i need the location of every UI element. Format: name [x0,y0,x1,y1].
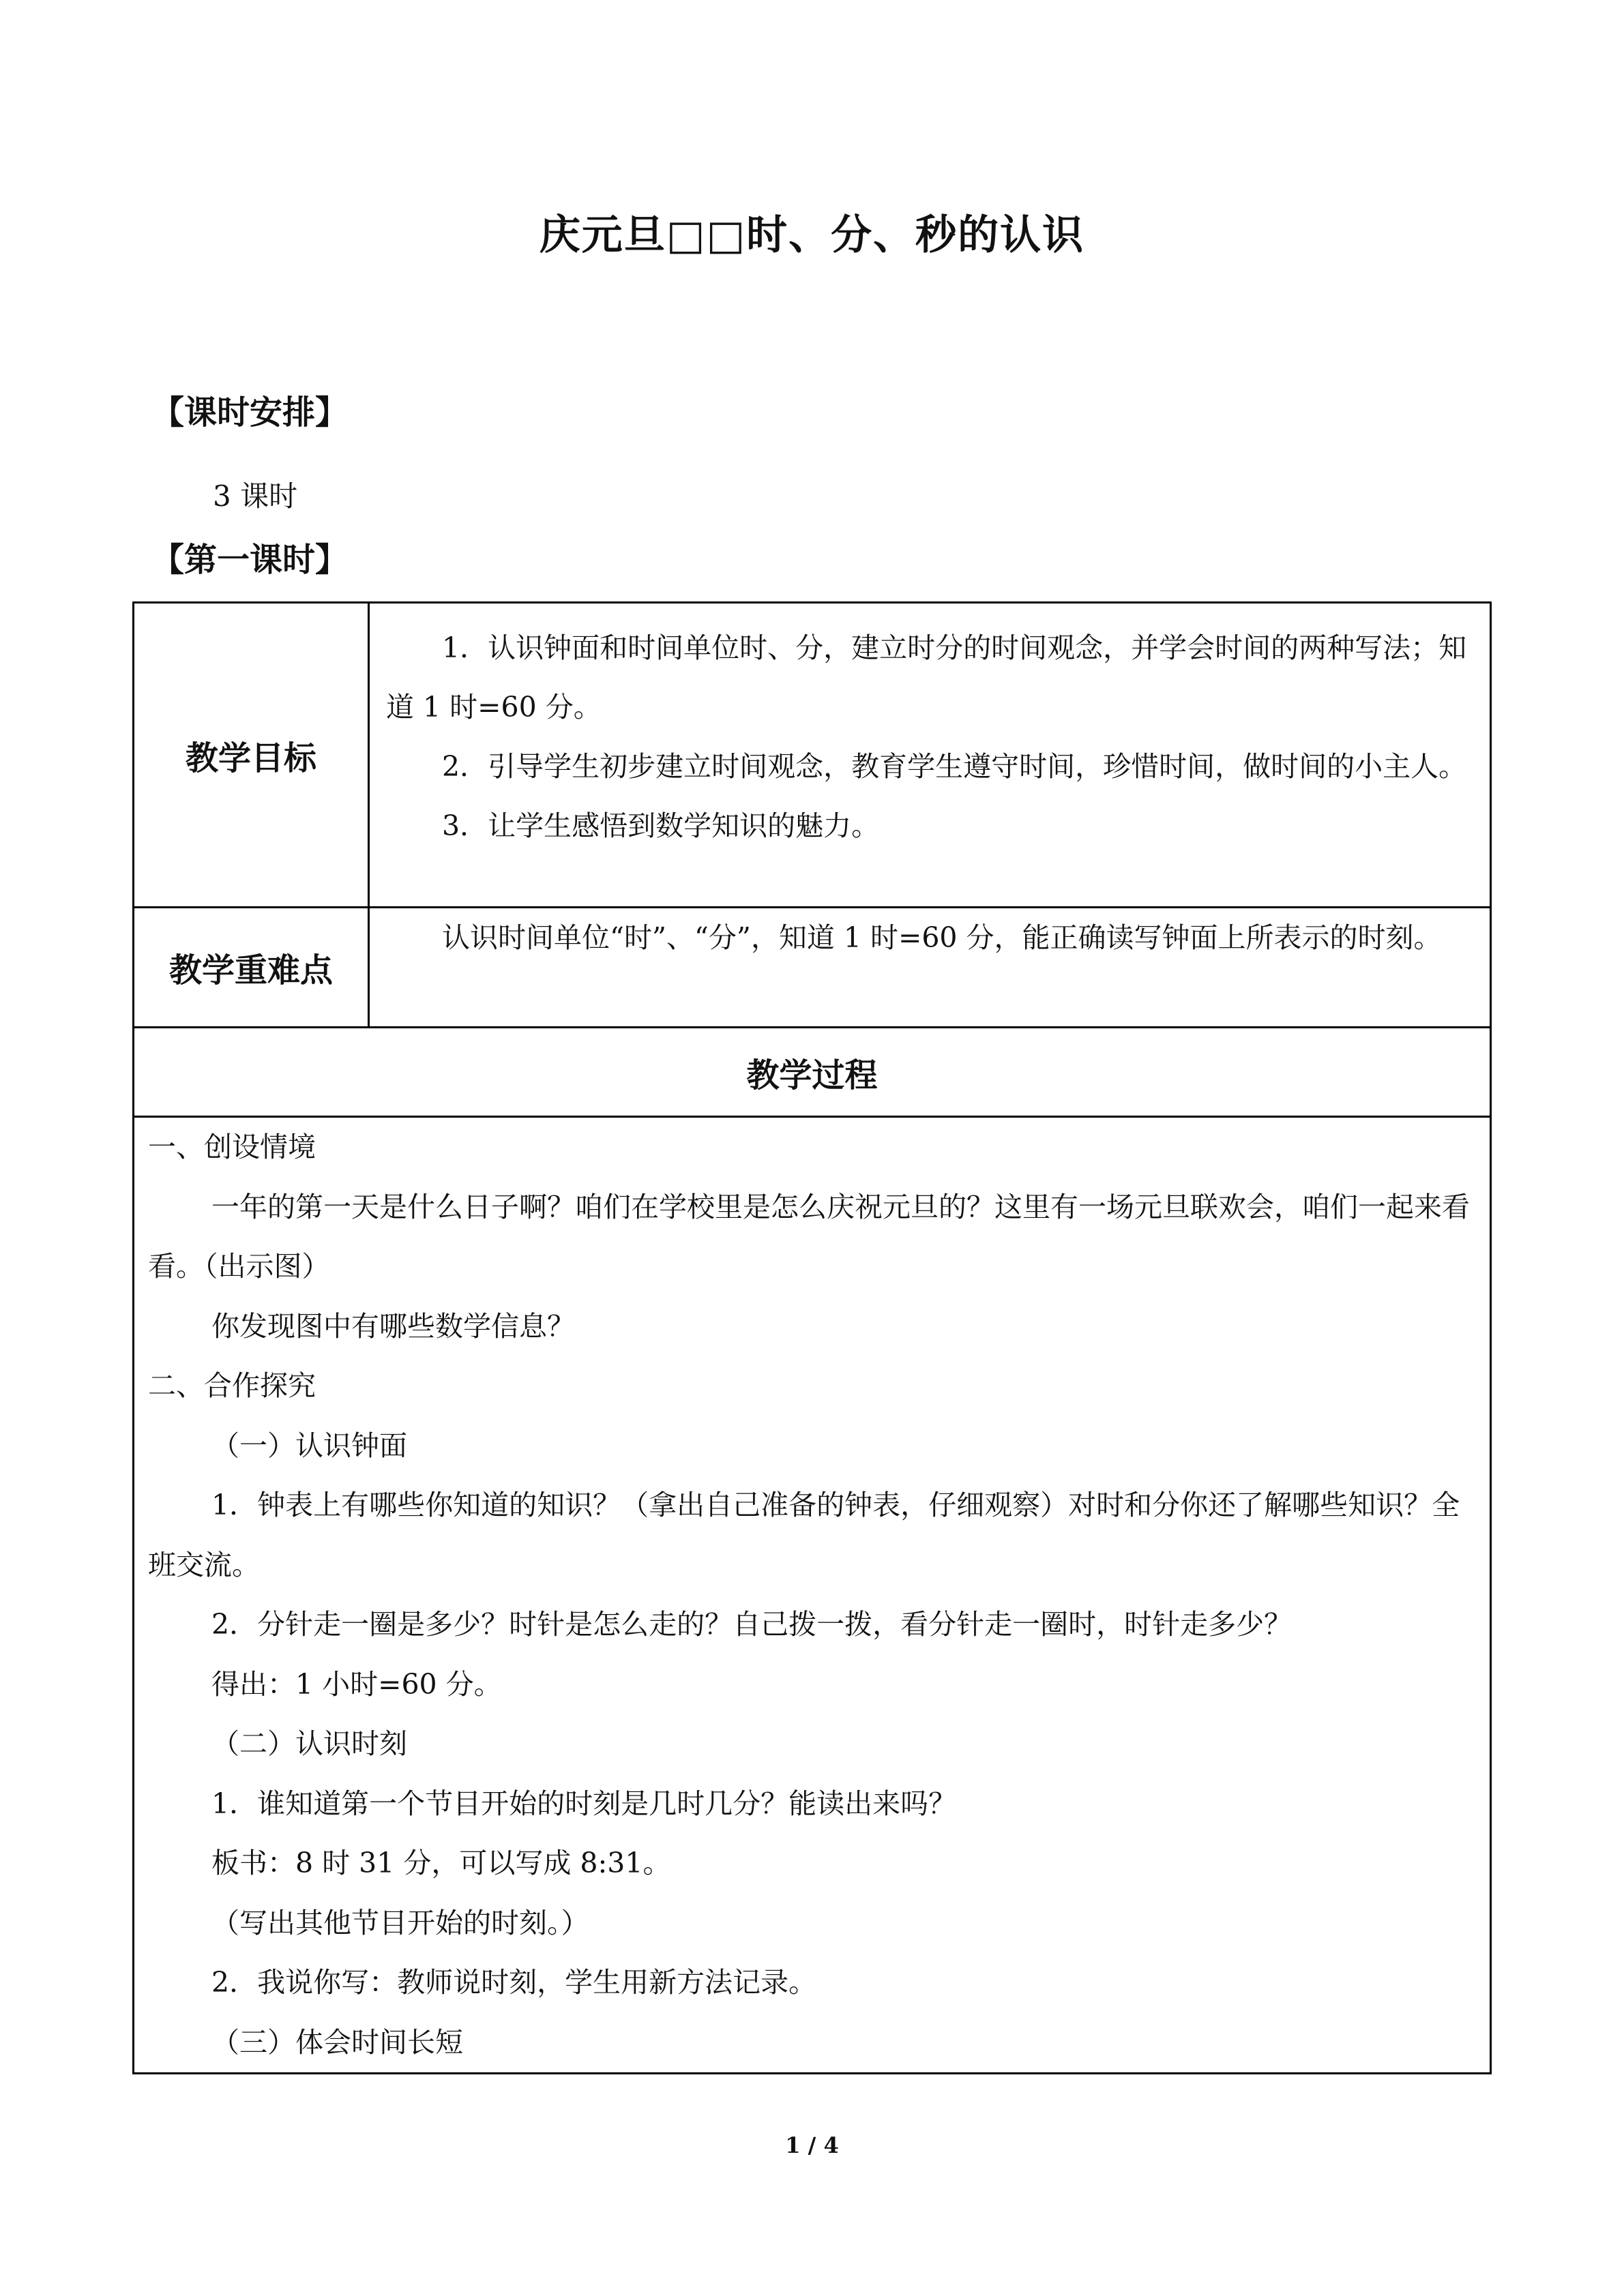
lesson-plan-table [132,601,1492,2074]
goal-item: 3．让学生感悟到数学知识的魅力。 [442,809,880,842]
goal-item: 2．引导学生初步建立时间观念，教育学生遵守时间，珍惜时间，做时间的小主人。 [442,750,1467,783]
lesson-heading: 【第一课时】 [151,541,349,579]
process-paragraph: 得出：1 小时=60 分。 [211,1667,502,1701]
process-paragraph: 2．我说你写：教师说时刻，学生用新方法记录。 [211,1966,817,1999]
section-one-heading: 一、创设情境 [148,1131,316,1163]
process-paragraph: 你发现图中有哪些数学信息？ [211,1309,575,1343]
process-header: 教学过程 [134,1028,1490,1118]
goals-content [370,603,1490,906]
goals-label: 教学目标 [134,603,370,906]
page-title: 庆元旦□□时、分、秒的认识 [539,211,1085,259]
process-paragraph: （写出其他节目开始的时刻。） [211,1906,589,1939]
page-indicator: 1 / 4 [785,2132,839,2158]
subsection-heading: （三）体会时间长短 [211,2025,463,2059]
schedule-heading: 【课时安排】 [151,393,349,432]
schedule-value: 3 课时 [213,479,298,513]
keypoints-row [134,908,1490,1028]
goal-item: 1．认识钟面和时间单位时、分，建立时分的时间观念，并学会时间的两种写法；知道 1 时=60 分。 [386,631,1467,724]
subsection-heading: （二）认识时刻 [211,1727,407,1760]
section-two-heading: 二、合作探究 [148,1369,316,1402]
process-paragraph: 1．钟表上有哪些你知道的知识？（拿出自己准备的钟表，仔细观察）对时和分你还了解哪些知识？全班交流。 [148,1489,1460,1581]
process-paragraph: 2．分针走一圈是多少？时针是怎么走的？自己拨一拨，看分针走一圈时，时针走多少？ [211,1608,1293,1641]
goals-row [134,603,1490,908]
keypoints-label: 教学重难点 [134,908,370,1026]
subsection-heading: （一）认识钟面 [211,1429,407,1462]
process-paragraph: 1．谁知道第一个节目开始的时刻是几时几分？能读出来吗？ [211,1787,957,1820]
keypoints-content [370,908,1490,1026]
process-paragraph: 板书：8 时 31 分，可以写成 8:31。 [211,1847,671,1879]
process-body [134,1118,1490,2072]
process-paragraph: 一年的第一天是什么日子啊？咱们在学校里是怎么庆祝元旦的？这里有一场元旦联欢会，咱们一起来看看。（出示图） [148,1190,1470,1283]
keypoints-text: 认识时间单位“时”、“分”，知道 1 时=60 分，能正确读写钟面上所表示的时刻。 [442,921,1442,954]
